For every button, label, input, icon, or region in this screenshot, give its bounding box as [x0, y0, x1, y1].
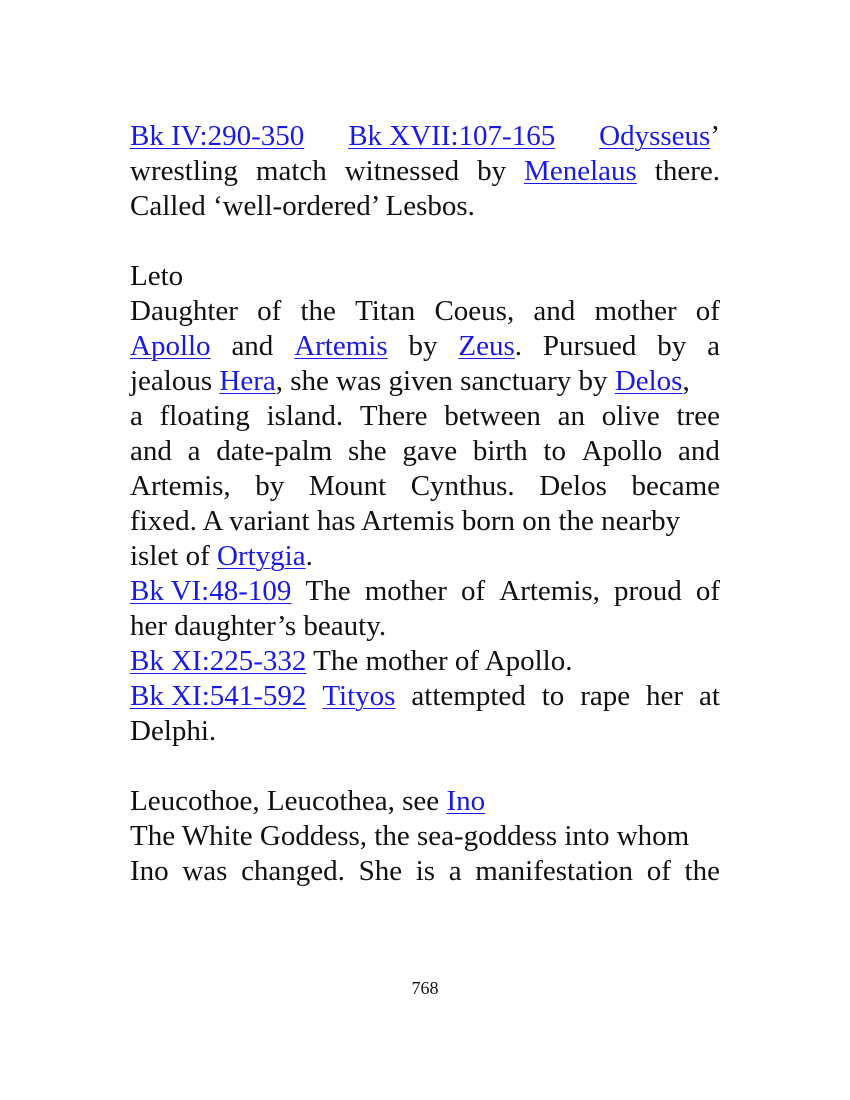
word: she [347, 435, 387, 467]
word: by [408, 330, 438, 362]
word: changed. [241, 855, 345, 887]
zeus-link[interactable]: Zeus [458, 330, 515, 362]
entry-heading-leucothoe [130, 784, 720, 819]
word: at [699, 680, 720, 712]
menelaus-link[interactable]: Menelaus [524, 155, 637, 187]
word: and [130, 435, 172, 467]
leto-line-4 [130, 399, 720, 434]
word: the [684, 855, 720, 887]
word: by [255, 470, 285, 502]
leucothoe-line-1: The White Goddess, the sea-goddess into whom [130, 820, 690, 852]
word: of [695, 575, 720, 607]
word: of [460, 575, 486, 607]
leto-ref-3-cont: Delphi. [130, 715, 217, 747]
ref-link-bk-iv[interactable]: Bk IV:290-350 [130, 120, 305, 152]
word: attempted [411, 680, 526, 712]
text-run: jealous [130, 365, 220, 397]
hera-link[interactable]: Hera [219, 365, 276, 397]
document-body [130, 119, 720, 889]
page-number: 768 [411, 978, 439, 998]
word: match [255, 155, 327, 187]
word: to [541, 680, 565, 712]
word: manifestation [475, 855, 634, 887]
word: The [305, 575, 351, 607]
word: a [448, 855, 462, 887]
word: and [678, 435, 720, 467]
word: Ino [130, 855, 169, 887]
word: Artemis, [499, 575, 600, 607]
leucothoe-line-2 [130, 854, 720, 889]
word: by [477, 155, 507, 187]
ref-link-bk-xi-541[interactable]: Bk XI:541-592 [130, 680, 307, 712]
ref-link-bk-xvii[interactable]: Bk XVII:107-165 [348, 120, 556, 152]
ref-link-bk-vi[interactable]: Bk VI:48-109 [130, 575, 292, 607]
word: of [646, 855, 671, 887]
word: tree [676, 400, 720, 432]
ref-link-bk-xi-225[interactable]: Bk XI:225-332 [130, 645, 307, 677]
word: a [187, 435, 201, 467]
leto-line-5 [130, 434, 720, 469]
delos-link[interactable]: Delos [614, 365, 683, 397]
word: Cynthus. [410, 470, 515, 502]
word: and [533, 295, 576, 327]
word: birth [472, 435, 528, 467]
text-run: , she was given sanctuary by [275, 365, 615, 397]
odysseus-word [599, 119, 720, 154]
word: Pursued [542, 330, 637, 362]
word: of [695, 295, 720, 327]
artemis-link[interactable]: Artemis [294, 330, 388, 362]
word: was [182, 855, 228, 887]
word: is [415, 855, 436, 887]
word: between [444, 400, 541, 432]
tityos-link[interactable]: Tityos [322, 680, 396, 712]
punctuation: , [682, 365, 690, 397]
word: Daughter [130, 295, 238, 327]
word: a [130, 400, 143, 432]
leto-ref-1-cont: her daughter’s beauty. [130, 610, 387, 642]
word: became [631, 470, 720, 502]
word: Mount [308, 470, 387, 502]
leto-ref-3 [130, 679, 720, 714]
word: wrestling [130, 155, 238, 187]
word: there. [654, 155, 720, 187]
word: witnessed [344, 155, 460, 187]
paragraph-gap [130, 224, 720, 259]
word: Coeus, [434, 295, 515, 327]
word: and [231, 330, 274, 362]
leto-line-3 [130, 364, 720, 399]
leto-line-6 [130, 469, 720, 504]
leto-line-2 [130, 329, 720, 364]
word: to [543, 435, 566, 467]
punctuation: . [305, 540, 313, 572]
entry-heading-leto: Leto [130, 260, 184, 292]
word: date-palm [216, 435, 333, 467]
word: an [557, 400, 585, 432]
leto-ref-1 [130, 574, 720, 609]
word: by [657, 330, 687, 362]
word: rape [580, 680, 631, 712]
word: mother [594, 295, 677, 327]
word: a [707, 330, 720, 362]
ino-link[interactable]: Ino [446, 785, 486, 817]
heading-text: Leucothoe, Leucothea, see [130, 785, 447, 817]
word: Apollo [581, 435, 663, 467]
text-run: islet of [130, 540, 217, 572]
word: Delos [539, 470, 607, 502]
word: proud [614, 575, 682, 607]
word: floating [159, 400, 250, 432]
word: her [646, 680, 684, 712]
text-run: The mother of Apollo. [306, 645, 573, 677]
word: olive [601, 400, 660, 432]
zeus-word [458, 329, 522, 364]
paragraph-gap [130, 749, 720, 784]
punctuation: . [514, 330, 522, 362]
word: She [358, 855, 403, 887]
leto-ref-2 [130, 644, 720, 679]
word: mother [364, 575, 447, 607]
ortygia-link[interactable]: Ortygia [217, 540, 306, 572]
leto-line-7: fixed. A variant has Artemis born on the nearby [130, 505, 681, 537]
word: of [257, 295, 282, 327]
leto-line-1 [130, 294, 720, 329]
leto-line-8 [130, 539, 720, 574]
word: Titan [355, 295, 416, 327]
lesbos-line-2 [130, 154, 720, 189]
lesbos-line-3: Called ‘well-ordered’ Lesbos. [130, 190, 475, 222]
odysseus-link[interactable]: Odysseus [599, 120, 711, 152]
odysseus-apostrophe: ’ [710, 120, 720, 152]
word: gave [402, 435, 458, 467]
word: There [359, 400, 428, 432]
apollo-link[interactable]: Apollo [130, 330, 211, 362]
lesbos-line-1 [130, 119, 720, 154]
word: island. [266, 400, 344, 432]
word: Artemis, [130, 470, 231, 502]
word: the [300, 295, 336, 327]
